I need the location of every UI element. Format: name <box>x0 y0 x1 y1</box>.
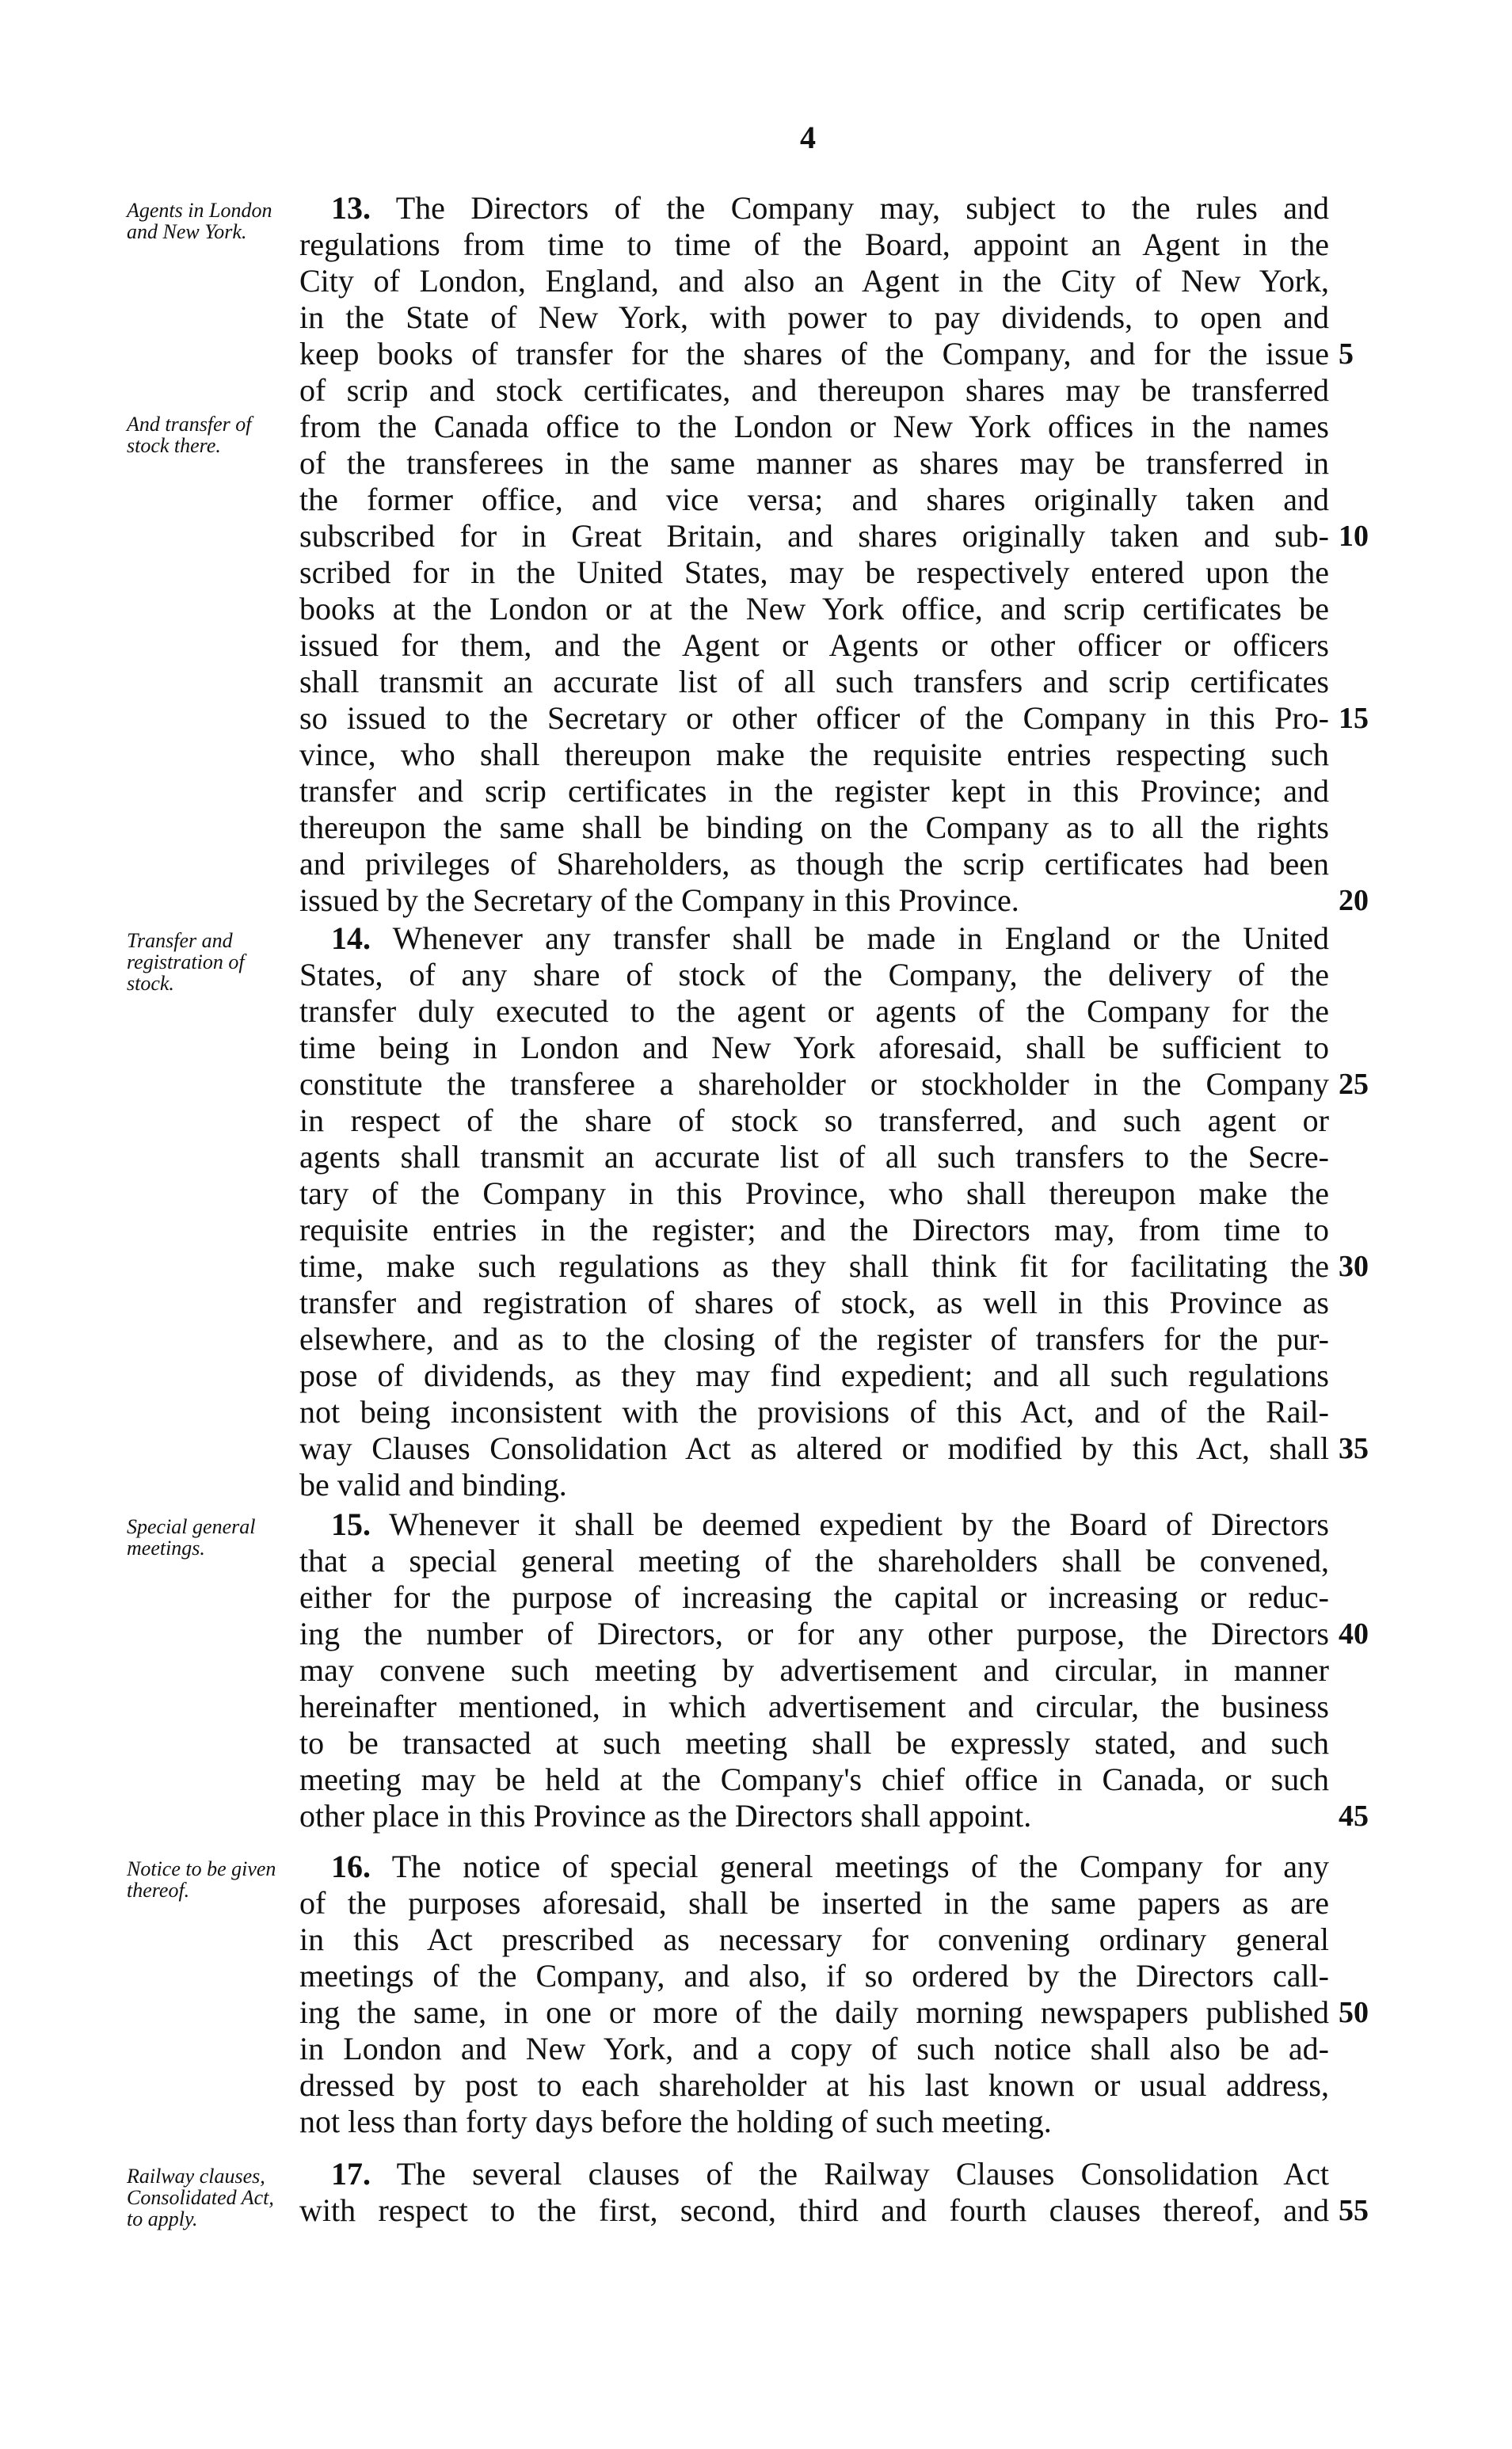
text-line: books at the London or at the New York office, and scrip certificates be <box>299 591 1329 627</box>
line-text: The several clauses of the Railway Clauses Consolidation Act <box>396 2156 1329 2192</box>
text-line: of the purposes aforesaid, shall be inserted in the same papers as are <box>299 1885 1329 1921</box>
text-line: issued by the Secretary of the Company in this Province. <box>299 882 1019 918</box>
section-body <box>299 2156 1329 2229</box>
text-line: to be transacted at such meeting shall be expressly stated, and such <box>299 1725 1329 1761</box>
section-body <box>299 190 1329 919</box>
text-line <box>299 2156 1329 2192</box>
text-line: shall transmit an accurate list of all such transfers and scrip certificates <box>299 664 1329 699</box>
section-body <box>299 1849 1329 2140</box>
text-line: ing the number of Directors, or for any other purpose, the Directors <box>299 1616 1329 1651</box>
text-line: in London and New York, and a copy of such notice shall also be ad- <box>299 2031 1329 2066</box>
text-line: requisite entries in the register; and the Directors may, from time to <box>299 1212 1329 1247</box>
text-line <box>299 1506 1329 1543</box>
section-body <box>299 1506 1329 1834</box>
text-line: regulations from time to time of the Board, appoint an Agent in the <box>299 227 1329 262</box>
text-line: vince, who shall thereupon make the requisite entries respecting such <box>299 737 1329 772</box>
text-line: the former office, and vice versa; and shares originally taken and <box>299 482 1329 517</box>
text-line: of scrip and stock certificates, and thereupon shares may be transferred <box>299 372 1329 408</box>
text-line: in respect of the share of stock so transferred, and such agent or <box>299 1103 1329 1138</box>
line-number: 55 <box>1339 2194 1369 2227</box>
line-text: The notice of special general meetings of the Company for any <box>391 1849 1329 1884</box>
text-line: meeting may be held at the Company's chief office in Canada, or such <box>299 1762 1329 1797</box>
text-line: subscribed for in Great Britain, and shares originally taken and sub- <box>299 518 1329 554</box>
text-line: may convene such meeting by advertisement and circular, in manner <box>299 1652 1329 1688</box>
text-line: either for the purpose of increasing the capital or increasing or reduc- <box>299 1579 1329 1615</box>
text-line: of the transferees in the same manner as shares may be transferred in <box>299 445 1329 481</box>
text-line: City of London, England, and also an Agent in the City of New York, <box>299 263 1329 299</box>
section-number: 17. <box>331 2156 371 2192</box>
text-line: that a special general meeting of the shareholders shall be convened, <box>299 1543 1329 1579</box>
line-number: 20 <box>1339 884 1369 917</box>
text-line: transfer and registration of shares of stock, as well in this Province as <box>299 1285 1329 1320</box>
section-number: 14. <box>331 920 371 956</box>
text-line <box>299 920 1329 957</box>
margin-note: Railway clauses, Consolidated Act, to apply. <box>127 2165 274 2230</box>
text-line: way Clauses Consolidation Act as altered or modified by this Act, shall <box>299 1430 1329 1466</box>
line-number: 10 <box>1339 520 1369 553</box>
line-text: The Directors of the Company may, subject to the rules and <box>395 190 1330 226</box>
text-line: not less than forty days before the holding of such meeting. <box>299 2104 1052 2139</box>
text-line: tary of the Company in this Province, who shall thereupon make the <box>299 1175 1329 1211</box>
margin-note: And transfer of stock there. <box>127 413 252 457</box>
margin-note: Notice to be given thereof. <box>127 1857 276 1902</box>
text-line: elsewhere, and as to the closing of the register of transfers for the pur- <box>299 1321 1329 1357</box>
text-line: States, of any share of stock of the Company, the delivery of the <box>299 957 1329 992</box>
margin-note: Special general meetings. <box>127 1515 256 1560</box>
text-line: pose of dividends, as they may find expedient; and all such regulations <box>299 1358 1329 1393</box>
text-line: transfer and scrip certificates in the register kept in this Province; and <box>299 773 1329 809</box>
text-line: meetings of the Company, and also, if so ordered by the Directors call- <box>299 1958 1329 1994</box>
text-line: issued for them, and the Agent or Agents or other officer or officers <box>299 627 1329 663</box>
text-line: so issued to the Secretary or other officer of the Company in this Pro- <box>299 700 1329 736</box>
text-line: transfer duly executed to the agent or agents of the Company for the <box>299 993 1329 1029</box>
section-body <box>299 920 1329 1503</box>
line-number: 15 <box>1339 702 1369 735</box>
line-text: Whenever it shall be deemed expedient by the Board of Directors <box>389 1506 1330 1542</box>
line-number: 45 <box>1339 1800 1369 1833</box>
text-line: keep books of transfer for the shares of the Company, and for the issue <box>299 336 1329 371</box>
line-number: 50 <box>1339 1996 1369 2029</box>
text-line: dressed by post to each shareholder at his last known or usual address, <box>299 2067 1329 2103</box>
line-number: 35 <box>1339 1432 1369 1465</box>
text-line: ing the same, in one or more of the daily morning newspapers published <box>299 1994 1329 2030</box>
text-line: in the State of New York, with power to pay dividends, to open and <box>299 299 1329 335</box>
text-line: time, make such regulations as they shall think fit for facilitating the <box>299 1248 1329 1284</box>
page-number: 4 <box>800 120 816 155</box>
line-text: Whenever any transfer shall be made in England or the United <box>392 920 1329 956</box>
text-line <box>299 1849 1329 1885</box>
section-number: 15. <box>331 1506 371 1542</box>
text-line: not being inconsistent with the provisions of this Act, and of the Rail- <box>299 1394 1329 1430</box>
text-line: time being in London and New York aforesaid, shall be sufficient to <box>299 1030 1329 1065</box>
text-line <box>299 190 1329 227</box>
margin-note: Agents in London and New York. <box>127 199 272 243</box>
section-number: 16. <box>331 1849 371 1884</box>
text-line: be valid and binding. <box>299 1467 567 1503</box>
text-line: thereupon the same shall be binding on the Company as to all the rights <box>299 809 1329 845</box>
text-line: from the Canada office to the London or New York offices in the names <box>299 409 1329 444</box>
section-number: 13. <box>331 190 371 226</box>
text-line: in this Act prescribed as necessary for convening ordinary general <box>299 1921 1329 1957</box>
text-line: with respect to the first, second, third and fourth clauses thereof, and <box>299 2192 1329 2228</box>
line-number: 25 <box>1339 1068 1369 1101</box>
line-number: 40 <box>1339 1617 1369 1651</box>
text-line: scribed for in the United States, may be respectively entered upon the <box>299 554 1329 590</box>
text-line: agents shall transmit an accurate list of all such transfers to the Secre- <box>299 1139 1329 1175</box>
margin-note: Transfer and registration of stock. <box>127 929 245 995</box>
line-number: 5 <box>1339 337 1354 371</box>
text-line: hereinafter mentioned, in which advertisement and circular, the business <box>299 1689 1329 1724</box>
line-number: 30 <box>1339 1250 1369 1283</box>
text-line: other place in this Province as the Directors shall appoint. <box>299 1798 1032 1834</box>
text-line: and privileges of Shareholders, as though the scrip certificates had been <box>299 846 1329 882</box>
text-line: constitute the transferee a shareholder or stockholder in the Company <box>299 1066 1329 1102</box>
